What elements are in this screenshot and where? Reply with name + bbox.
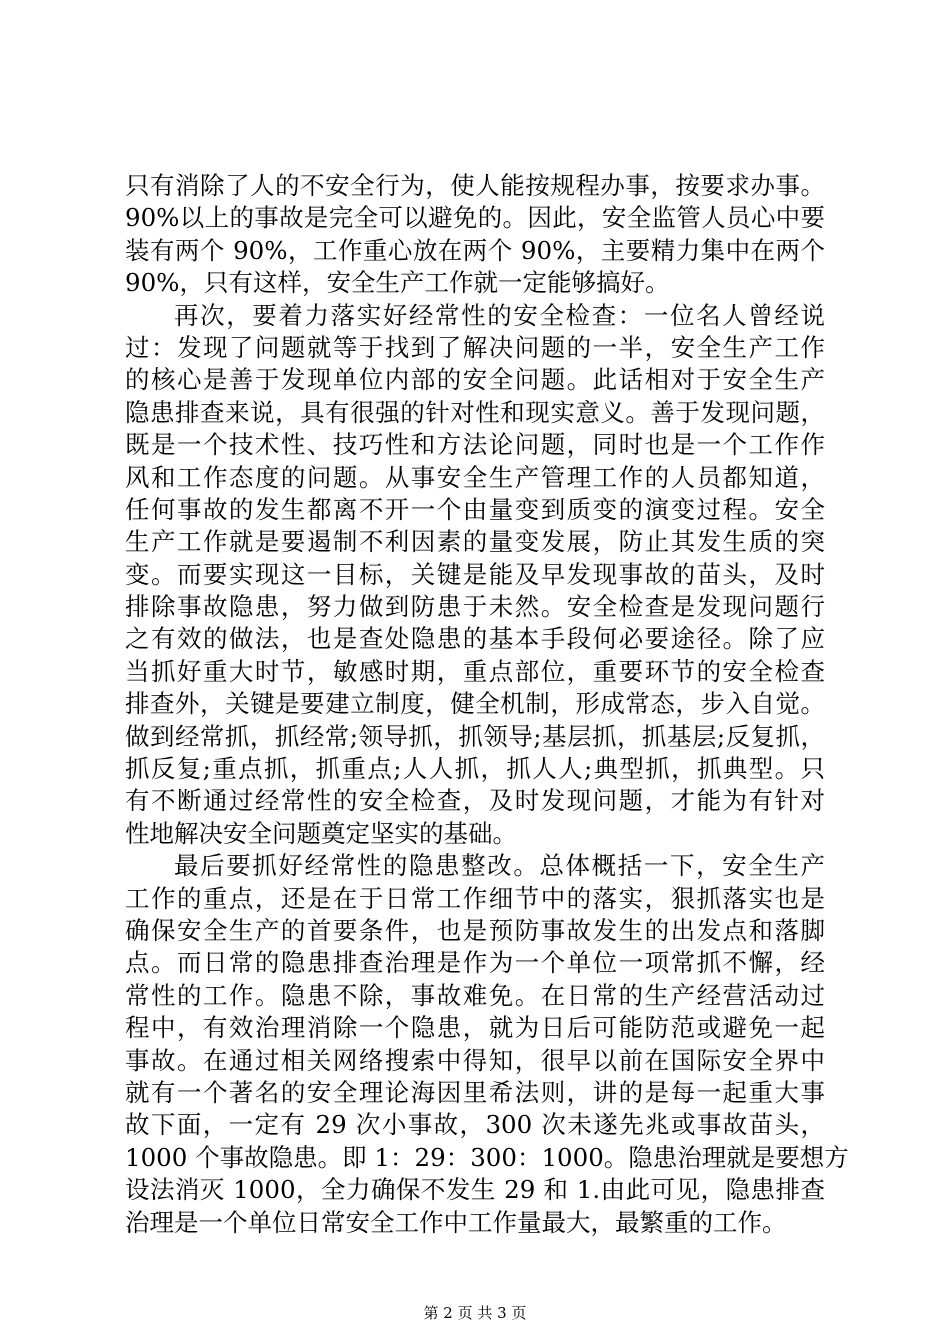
text-line: 性地解决安全问题奠定坚实的基础。	[125, 818, 517, 848]
text-line: 故下面，一定有 29 次小事故，300 次未遂先兆或事故苗头，	[125, 1110, 825, 1140]
text-line: 之有效的做法，也是查处隐患的基本手段何必要途径。除了应	[125, 624, 825, 654]
text-line: 再次，要着力落实好经常性的安全检查：一位名人曾经说	[174, 300, 825, 330]
paragraph	[125, 850, 849, 1239]
document-body	[125, 170, 849, 1239]
text-line: 过：发现了问题就等于找到了解决问题的一半，安全生产工作	[125, 332, 825, 362]
text-line: 生产工作就是要遏制不利因素的量变发展，防止其发生质的突	[125, 527, 825, 557]
text-line: 程中，有效治理消除一个隐患，就为日后可能防范或避免一起	[125, 1013, 825, 1043]
text-line: 设法消灭 1000，全力确保不发生 29 和 1.由此可见，隐患排查	[125, 1175, 825, 1205]
text-line: 有不断通过经常性的安全检查，及时发现问题，才能为有针对	[125, 786, 825, 816]
paragraph	[125, 300, 825, 851]
text-line: 隐患排查来说，具有很强的针对性和现实意义。善于发现问题，	[125, 397, 825, 427]
text-line: 事故。在通过相关网络搜索中得知，很早以前在国际安全界中	[125, 1045, 825, 1075]
text-line: 排查外，关键是要建立制度，健全机制，形成常态，步入自觉。	[125, 689, 825, 719]
text-line: 的核心是善于发现单位内部的安全问题。此话相对于安全生产	[125, 365, 825, 395]
text-line: 排除事故隐患，努力做到防患于未然。安全检查是发现问题行	[125, 592, 825, 622]
text-line: 任何事故的发生都离不开一个由量变到质变的演变过程。安全	[125, 494, 825, 524]
text-line: 最后要抓好经常性的隐患整改。总体概括一下，安全生产	[174, 851, 825, 881]
text-line: 就有一个著名的安全理论海因里希法则，讲的是每一起重大事	[125, 1077, 825, 1107]
text-line: 常性的工作。隐患不除，事故难免。在日常的生产经营活动过	[125, 980, 825, 1010]
text-line: 90%以上的事故是完全可以避免的。因此，安全监管人员心中要	[125, 203, 825, 233]
text-line: 抓反复;重点抓，抓重点;人人抓，抓人人;典型抓，抓典型。只	[125, 754, 825, 784]
text-line: 既是一个技术性、技巧性和方法论问题，同时也是一个工作作	[125, 430, 825, 460]
text-line: 当抓好重大时节，敏感时期，重点部位，重要环节的安全检查	[125, 656, 825, 686]
page-number-label: 第 2 页 共 3 页	[423, 1304, 527, 1322]
text-line: 1000 个事故隐患。即 1：29：300：1000。隐患治理就是要想方	[125, 1142, 849, 1172]
text-line: 变。而要实现这一目标，关键是能及早发现事故的苗头，及时	[125, 559, 825, 589]
text-line: 做到经常抓，抓经常;领导抓，抓领导;基层抓，抓基层;反复抓，	[125, 721, 825, 751]
page-footer	[0, 1303, 950, 1323]
text-line: 装有两个 90%，工作重心放在两个 90%，主要精力集中在两个	[125, 235, 825, 265]
text-line: 工作的重点，还是在于日常工作细节中的落实，狠抓落实也是	[125, 883, 825, 913]
text-line: 只有消除了人的不安全行为，使人能按规程办事，按要求办事。	[125, 171, 825, 200]
text-line: 治理是一个单位日常安全工作中工作量最大，最繁重的工作。	[125, 1207, 787, 1237]
text-line: 点。而日常的隐患排查治理是作为一个单位一项常抓不懈，经	[125, 948, 825, 978]
text-line: 90%，只有这样，安全生产工作就一定能够搞好。	[125, 268, 670, 298]
paragraph	[125, 170, 825, 300]
text-line: 确保安全生产的首要条件，也是预防事故发生的出发点和落脚	[125, 915, 825, 945]
text-line: 风和工作态度的问题。从事安全生产管理工作的人员都知道，	[125, 462, 825, 492]
